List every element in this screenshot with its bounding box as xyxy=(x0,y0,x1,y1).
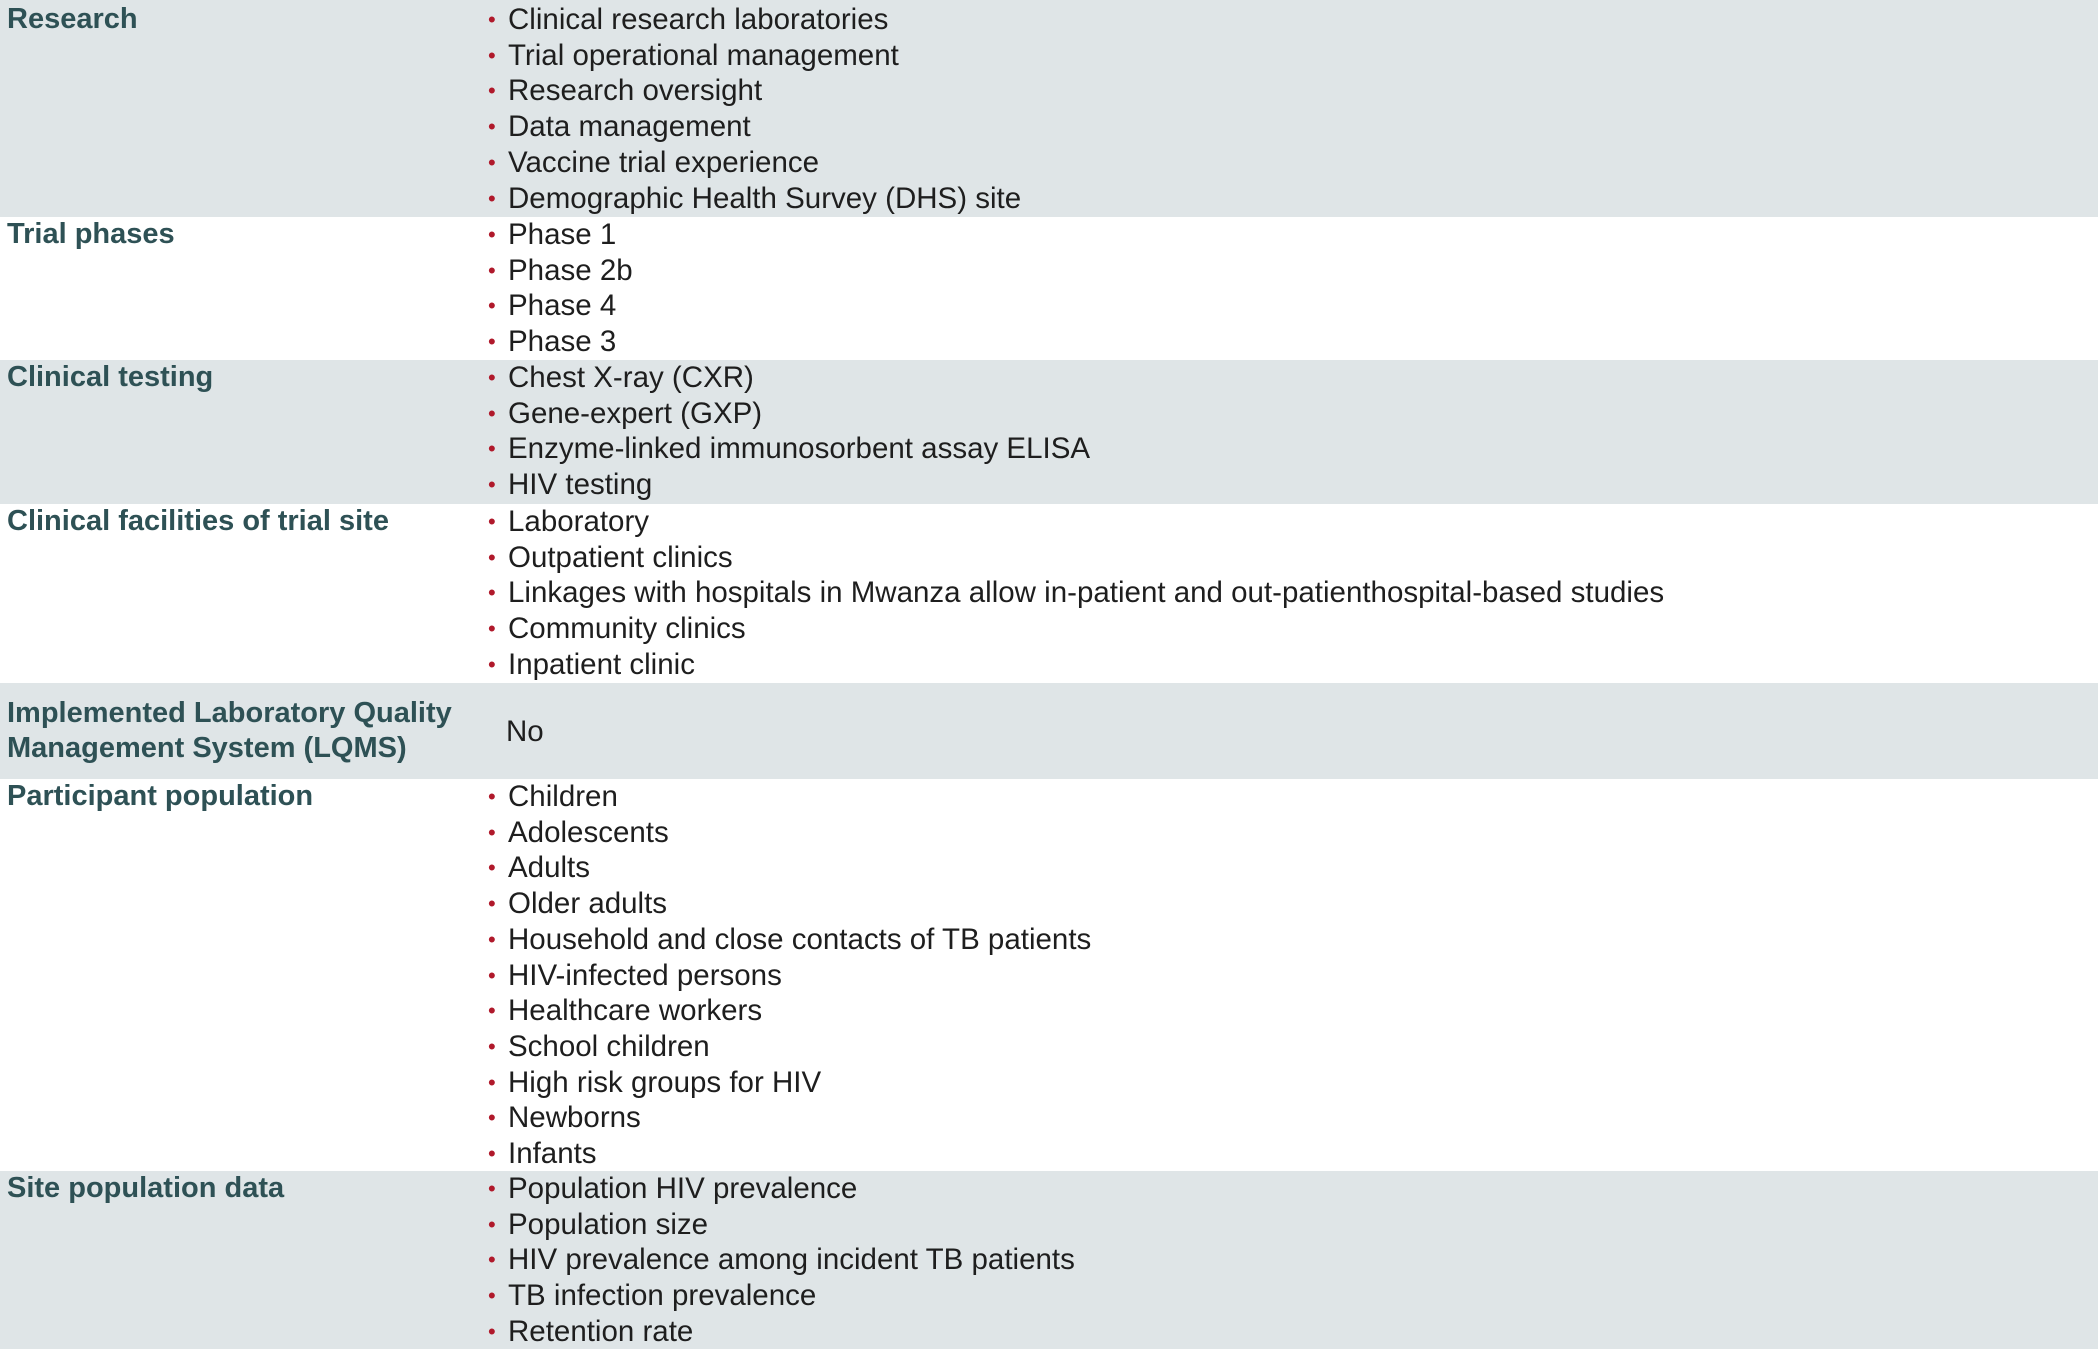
bullet-icon: • xyxy=(488,472,496,498)
row-value-cell xyxy=(0,714,2098,749)
bullet-icon: • xyxy=(488,1283,496,1309)
bullet-icon: • xyxy=(488,855,496,881)
list-item: • Infants xyxy=(488,1137,597,1171)
bullet-icon: • xyxy=(488,784,496,809)
row-items xyxy=(0,360,2098,503)
list-item: • Outpatient clinics xyxy=(488,540,733,574)
row-value: No xyxy=(506,714,544,748)
row-label: Participant population xyxy=(7,780,314,812)
table-row-clinical-testing xyxy=(0,360,2098,504)
bullet-icon: • xyxy=(488,509,496,534)
row-label: Clinical facilities of trial site xyxy=(7,505,389,537)
bullet-icon: • xyxy=(488,651,496,677)
list-item: • Enzyme-linked immunosorbent assay ELISA xyxy=(488,432,1091,466)
list-item: • Inpatient clinic xyxy=(488,647,695,681)
bullet-icon: • xyxy=(488,962,496,988)
list-item: • Vaccine trial experience xyxy=(488,145,820,179)
list-item: • Phase 4 xyxy=(488,289,617,323)
list-item: • Phase 3 xyxy=(488,325,617,359)
list-item: • Healthcare workers xyxy=(488,994,763,1028)
bullet-icon: • xyxy=(488,1069,496,1095)
bullet-icon: • xyxy=(488,365,496,390)
row-label: Research xyxy=(7,3,138,35)
list-item: • Community clinics xyxy=(488,612,746,646)
row-items xyxy=(0,1171,2098,1350)
table-row-trial-phases xyxy=(0,217,2098,360)
list-item: • HIV testing xyxy=(488,468,653,502)
list-item: • Phase 2b xyxy=(488,253,633,287)
row-items xyxy=(0,504,2098,683)
bullet-icon: • xyxy=(488,616,496,642)
table-row-research xyxy=(0,0,2098,217)
list-item: • Adults xyxy=(488,851,590,885)
list-item: • Population size xyxy=(488,1207,709,1241)
bullet-icon: • xyxy=(488,926,496,952)
row-label: Clinical testing xyxy=(7,361,214,393)
bullet-icon: • xyxy=(488,78,496,104)
bullet-icon: • xyxy=(488,436,496,462)
row-items xyxy=(0,217,2098,360)
bullet-icon: • xyxy=(488,329,496,355)
list-item: • Newborns xyxy=(488,1101,641,1135)
list-item: • Adolescents xyxy=(488,815,669,849)
item-list xyxy=(488,217,2098,360)
bullet-icon: • xyxy=(488,580,496,606)
bullet-icon: • xyxy=(488,185,496,211)
bullet-icon: • xyxy=(488,114,496,140)
list-item: • TB infection prevalence xyxy=(488,1279,817,1313)
bullet-icon: • xyxy=(488,1176,496,1201)
list-item: • HIV-infected persons xyxy=(488,958,782,992)
list-item: • HIV prevalence among incident TB patients xyxy=(488,1243,1075,1277)
item-list xyxy=(488,504,2098,683)
list-item: • School children xyxy=(488,1029,710,1063)
row-items xyxy=(0,2,2098,216)
list-item: • Clinical research laboratories xyxy=(488,3,889,36)
bullet-icon: • xyxy=(488,891,496,917)
list-item: • Trial operational management xyxy=(488,38,899,72)
table-row-participant-population xyxy=(0,779,2098,1171)
bullet-icon: • xyxy=(488,1247,496,1273)
bullet-icon: • xyxy=(488,1211,496,1237)
list-item: • Demographic Health Survey (DHS) site xyxy=(488,181,1022,215)
bullet-icon: • xyxy=(488,7,496,32)
list-item: • Children xyxy=(488,780,618,813)
bullet-icon: • xyxy=(488,257,496,283)
list-item: • Laboratory xyxy=(488,505,650,538)
list-item: • High risk groups for HIV xyxy=(488,1065,822,1099)
bullet-icon: • xyxy=(488,1141,496,1167)
list-item: • Linkages with hospitals in Mwanza allow in-patient and out-patienthospital-based studies xyxy=(488,576,1665,610)
item-list xyxy=(488,2,2098,216)
item-list xyxy=(488,1171,2098,1350)
list-item: • Data management xyxy=(488,110,751,144)
item-list xyxy=(488,360,2098,503)
table-row-clinical-facilities xyxy=(0,504,2098,683)
bullet-icon: • xyxy=(488,998,496,1024)
bullet-icon: • xyxy=(488,819,496,845)
list-item: • Research oversight xyxy=(488,74,763,108)
bullet-icon: • xyxy=(488,149,496,175)
row-items xyxy=(0,779,2098,1172)
item-list xyxy=(488,779,2098,1172)
bullet-icon: • xyxy=(488,1318,496,1344)
row-label-line: Implemented Laboratory Quality xyxy=(7,697,452,729)
list-item: • Phase 1 xyxy=(488,218,617,251)
row-label-line: Management System (LQMS) xyxy=(7,732,407,764)
table-row-site-population-data xyxy=(0,1171,2098,1349)
list-item: • Household and close contacts of TB patients xyxy=(488,922,1092,956)
list-item: • Chest X-ray (CXR) xyxy=(488,361,754,394)
row-label: Site population data xyxy=(7,1172,285,1204)
table-row-lqms xyxy=(0,683,2098,779)
bullet-icon: • xyxy=(488,293,496,319)
list-item: • Older adults xyxy=(488,887,668,921)
list-item: • Retention rate xyxy=(488,1314,694,1348)
bullet-icon: • xyxy=(488,400,496,426)
row-label: Trial phases xyxy=(7,218,175,250)
bullet-icon: • xyxy=(488,1105,496,1131)
bullet-icon: • xyxy=(488,544,496,570)
bullet-icon: • xyxy=(488,222,496,247)
list-item: • Gene-expert (GXP) xyxy=(488,396,763,430)
list-item: • Population HIV prevalence xyxy=(488,1172,858,1205)
bullet-icon: • xyxy=(488,1033,496,1059)
bullet-icon: • xyxy=(488,42,496,68)
